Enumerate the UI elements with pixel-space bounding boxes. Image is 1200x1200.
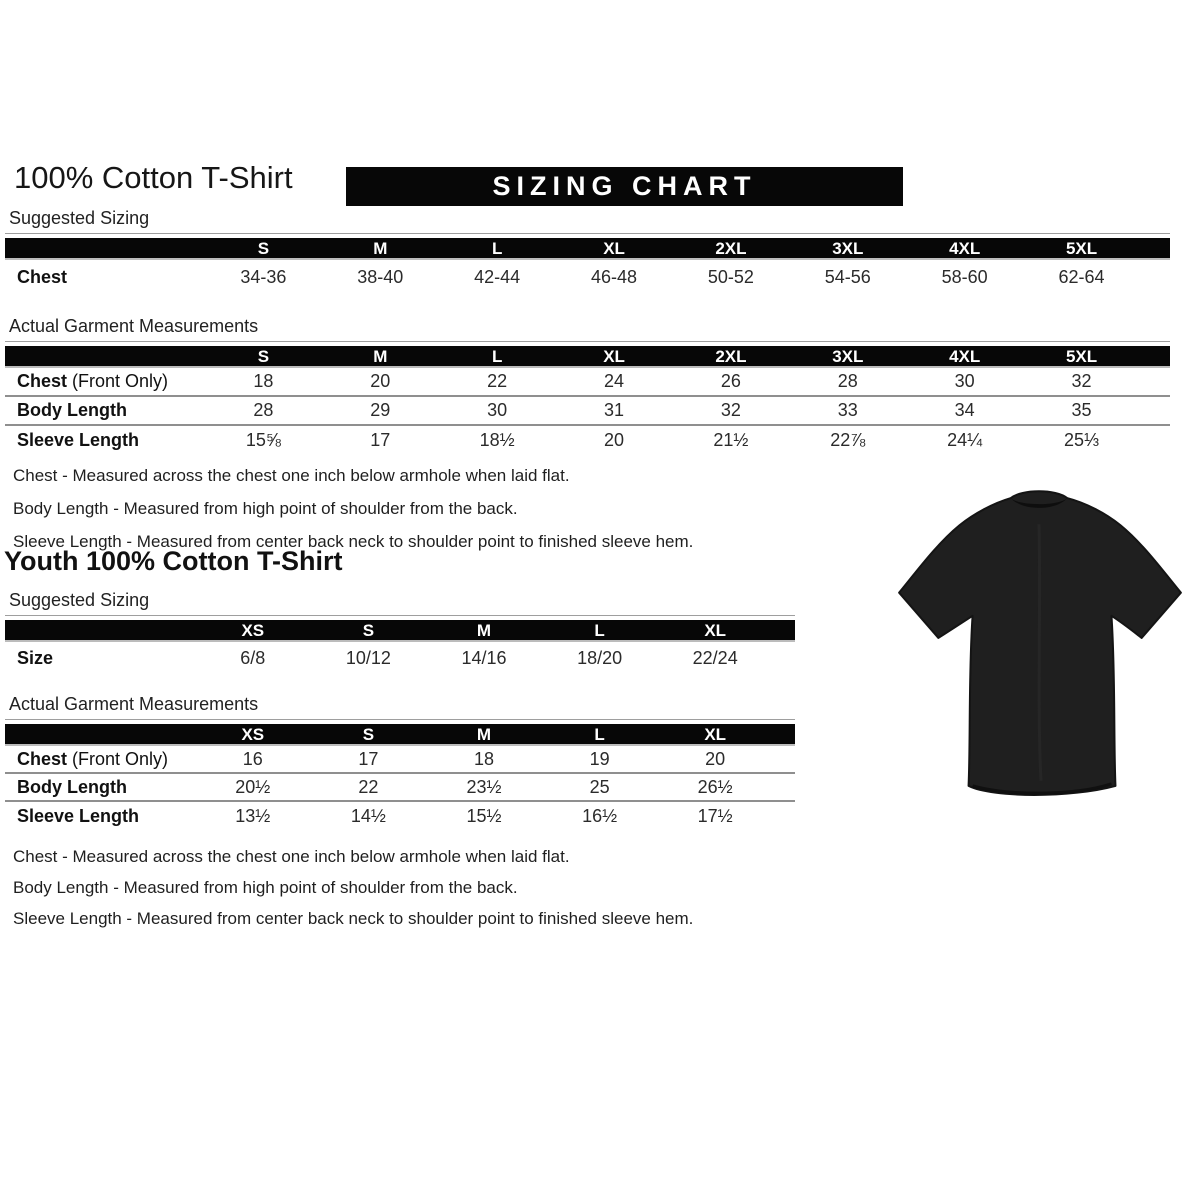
size-col-header: XL [603, 239, 625, 258]
table-cell: 28 [253, 400, 274, 420]
table-cell: 28 [837, 371, 858, 391]
size-col-header: 5XL [1065, 239, 1098, 258]
tshirt-graphic [886, 484, 1192, 806]
table-cell: 58-60 [941, 266, 988, 287]
table-cell: 22⅞ [830, 430, 866, 450]
row-label: Body Length [17, 776, 127, 797]
row-label: Chest (Front Only) [17, 748, 169, 769]
youth-measurements-header-row [5, 724, 795, 746]
youth-measurements-label: Actual Garment Measurements [5, 694, 795, 720]
table-row-body-length [5, 397, 1170, 426]
size-col-header: S [257, 347, 270, 366]
table-cell: 17 [370, 430, 391, 450]
adult-suggested-label: Suggested Sizing [5, 208, 1170, 234]
table-row-sleeve-length [5, 802, 795, 830]
size-col-header: XS [241, 725, 265, 744]
table-cell: 13½ [235, 805, 271, 826]
adult-suggested-header-row [5, 238, 1170, 260]
size-col-header: M [476, 725, 492, 744]
adult-measurement-notes [13, 459, 693, 558]
size-col-header: 2XL [715, 347, 747, 366]
youth-suggested-section [5, 590, 795, 675]
table-cell: 31 [604, 400, 625, 420]
youth-suggested-header-row [5, 620, 795, 642]
table-cell: 17½ [697, 805, 733, 826]
table-cell: 15⅝ [245, 430, 281, 450]
table-cell: 26½ [697, 776, 733, 797]
size-col-header: XL [603, 347, 625, 366]
table-cell: 50-52 [707, 266, 754, 287]
youth-measurements-section [5, 694, 795, 830]
size-col-header: L [594, 621, 605, 640]
page-title: 100% Cotton T-Shirt [14, 160, 293, 195]
table-cell: 30 [954, 371, 975, 391]
size-col-header: 2XL [715, 239, 747, 258]
adult-measurements-label: Actual Garment Measurements [5, 316, 1170, 342]
table-cell: 20 [604, 430, 625, 450]
table-cell: 46-48 [591, 266, 638, 287]
table-cell: 42-44 [474, 266, 521, 287]
table-cell: 24 [604, 371, 625, 391]
size-col-header: M [373, 347, 388, 366]
youth-suggested-label: Suggested Sizing [5, 590, 795, 616]
note-body-length: Body Length - Measured from high point of shoulder from the back. [13, 878, 518, 897]
table-cell: 19 [589, 748, 610, 769]
table-cell: 26 [720, 371, 741, 391]
table-cell: 24¼ [947, 430, 983, 450]
black-tshirt-image [886, 484, 1192, 811]
table-cell: 16½ [582, 805, 618, 826]
table-cell: 34-36 [240, 266, 287, 287]
adult-suggested-section [5, 208, 1170, 294]
table-cell: 20 [370, 371, 391, 391]
size-col-header: S [362, 621, 375, 640]
row-label: Sleeve Length [17, 805, 140, 826]
row-label: Chest [17, 266, 68, 287]
table-cell: 54-56 [824, 266, 871, 287]
table-cell: 22 [358, 776, 379, 797]
table-cell: 15½ [466, 805, 502, 826]
table-cell: 35 [1071, 400, 1092, 420]
table-cell: 32 [720, 400, 741, 420]
sizing-chart-banner-label: SIZING CHART [492, 171, 757, 201]
table-cell: 25⅓ [1064, 430, 1100, 450]
size-col-header: XL [704, 725, 727, 744]
table-cell: 38-40 [357, 266, 404, 287]
adult-measurements-header-row [5, 346, 1170, 368]
size-col-header: S [362, 725, 375, 744]
note-sleeve-length: Sleeve Length - Measured from center back neck to shoulder point to finished sleeve hem. [13, 909, 694, 928]
sizing-chart-banner [346, 167, 903, 206]
row-label: Sleeve Length [17, 430, 140, 450]
table-cell: 18/20 [577, 648, 623, 668]
size-col-header: 4XL [949, 239, 981, 258]
size-col-header: 4XL [949, 347, 981, 366]
row-label-suffix: (Front Only) [72, 371, 169, 391]
table-row-body-length [5, 774, 795, 802]
table-cell: 22/24 [692, 648, 738, 668]
table-row-sleeve-length [5, 426, 1170, 455]
size-col-header: XS [241, 621, 265, 640]
youth-section-title: Youth 100% Cotton T-Shirt [4, 546, 343, 576]
table-cell: 32 [1071, 371, 1092, 391]
table-cell: 18½ [479, 430, 515, 450]
table-cell: 25 [589, 776, 610, 797]
size-col-header: L [491, 239, 503, 258]
table-cell: 16 [242, 748, 263, 769]
table-cell: 17 [358, 748, 379, 769]
table-cell: 20 [705, 748, 726, 769]
table-cell: 33 [837, 400, 858, 420]
size-col-header: 3XL [832, 347, 864, 366]
table-row-chest [5, 260, 1170, 294]
table-cell: 30 [487, 400, 508, 420]
size-col-header: L [491, 347, 503, 366]
size-col-header: S [257, 239, 270, 258]
table-cell: 10/12 [345, 648, 391, 668]
youth-measurement-notes [13, 841, 693, 934]
size-col-header: M [476, 621, 492, 640]
table-cell: 18 [473, 748, 494, 769]
row-label-suffix: (Front Only) [72, 748, 169, 769]
size-col-header: M [373, 239, 388, 258]
table-cell: 20½ [235, 776, 271, 797]
note-body-length: Body Length - Measured from high point of shoulder from the back. [13, 499, 518, 518]
table-cell: 14/16 [461, 648, 507, 668]
adult-measurements-section [5, 316, 1170, 455]
size-col-header: 3XL [832, 239, 864, 258]
row-label: Chest (Front Only) [17, 371, 169, 391]
table-cell: 23½ [466, 776, 502, 797]
size-col-header: 5XL [1065, 347, 1098, 366]
table-cell: 21½ [713, 430, 749, 450]
table-row-chest-front-only [5, 746, 795, 774]
table-cell: 18 [253, 371, 274, 391]
table-cell: 29 [370, 400, 391, 420]
size-col-header: XL [704, 621, 727, 640]
table-cell: 22 [487, 371, 508, 391]
size-col-header: L [594, 725, 605, 744]
note-sleeve-length: Sleeve Length - Measured from center back neck to shoulder point to finished sleeve hem. [13, 532, 694, 551]
note-chest: Chest - Measured across the chest one inch below armhole when laid flat. [13, 847, 570, 866]
table-row-size [5, 642, 795, 675]
table-row-chest-front-only [5, 368, 1170, 397]
table-cell: 14½ [350, 805, 386, 826]
table-cell: 62-64 [1058, 266, 1105, 287]
table-cell: 6/8 [240, 648, 266, 668]
table-cell: 34 [954, 400, 975, 420]
note-chest: Chest - Measured across the chest one inch below armhole when laid flat. [13, 466, 570, 485]
row-label: Body Length [17, 400, 127, 420]
row-label: Size [17, 648, 54, 668]
